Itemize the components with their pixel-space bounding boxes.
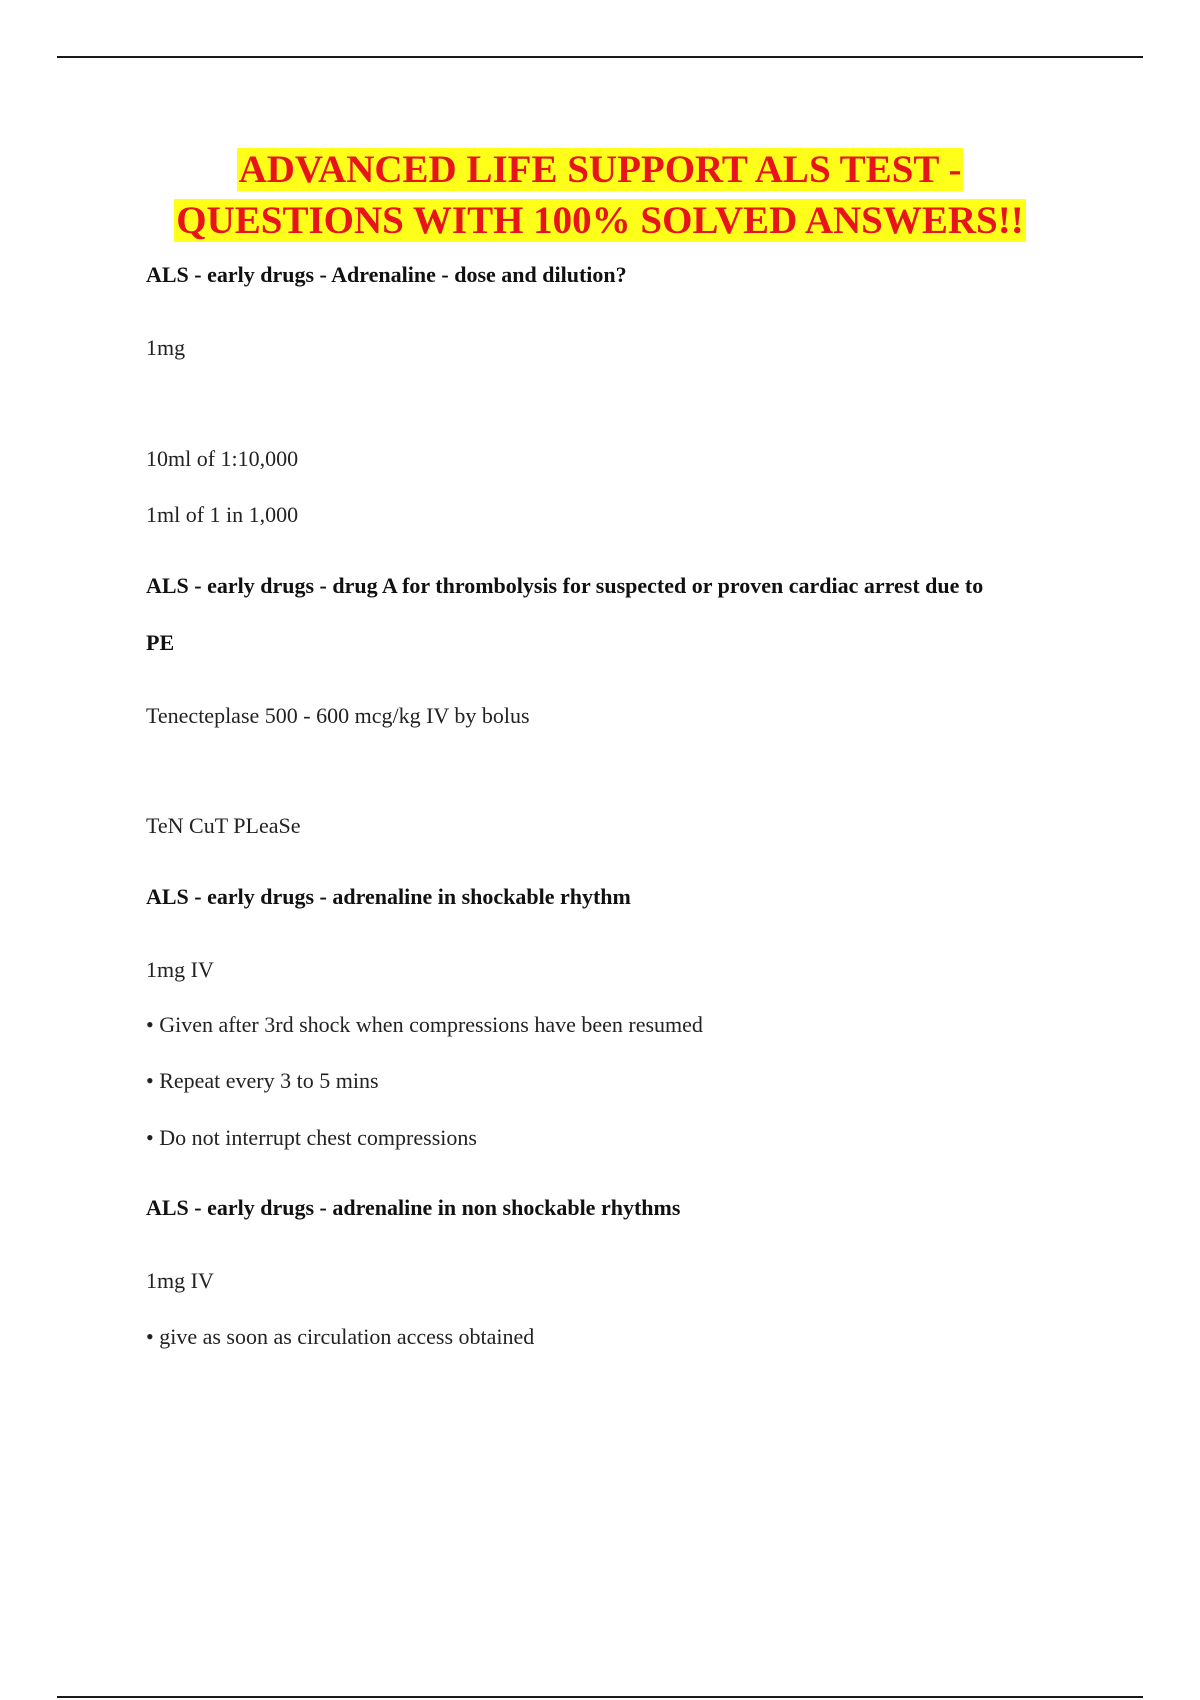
question-adrenaline-non-shockable: ALS - early drugs - adrenaline in non shockable rhythms <box>146 1195 681 1220</box>
bottom-divider <box>57 1696 1143 1698</box>
title-line-2: QUESTIONS WITH 100% SOLVED ANSWERS!! <box>176 199 1024 242</box>
top-divider <box>57 56 1143 58</box>
document-title <box>0 144 1200 246</box>
title-line-1: ADVANCED LIFE SUPPORT ALS TEST - <box>238 148 962 191</box>
answer-line: 1mg IV <box>146 1268 214 1293</box>
answer-line: 10ml of 1:10,000 <box>146 446 299 471</box>
answer-line: Tenecteplase 500 - 600 mcg/kg IV by bolus <box>146 703 530 728</box>
answer-line: TeN CuT PLeaSe <box>146 813 301 838</box>
answer-line: 1mg <box>146 335 186 360</box>
question-adrenaline-shockable: ALS - early drugs - adrenaline in shockable rhythm <box>146 884 631 909</box>
answer-line: 1ml of 1 in 1,000 <box>146 502 299 527</box>
answer-bullet: • Repeat every 3 to 5 mins <box>146 1068 379 1093</box>
question-thrombolysis-line-1: ALS - early drugs - drug A for thrombolysis for suspected or proven cardiac arrest due to <box>146 573 984 598</box>
answer-bullet: • Given after 3rd shock when compressions have been resumed <box>146 1012 703 1037</box>
question-adrenaline-dose: ALS - early drugs - Adrenaline - dose and dilution? <box>146 262 627 287</box>
answer-bullet: • Do not interrupt chest compressions <box>146 1125 477 1150</box>
answer-line: 1mg IV <box>146 957 214 982</box>
question-thrombolysis-line-2: PE <box>146 630 175 655</box>
answer-bullet: • give as soon as circulation access obtained <box>146 1324 535 1349</box>
